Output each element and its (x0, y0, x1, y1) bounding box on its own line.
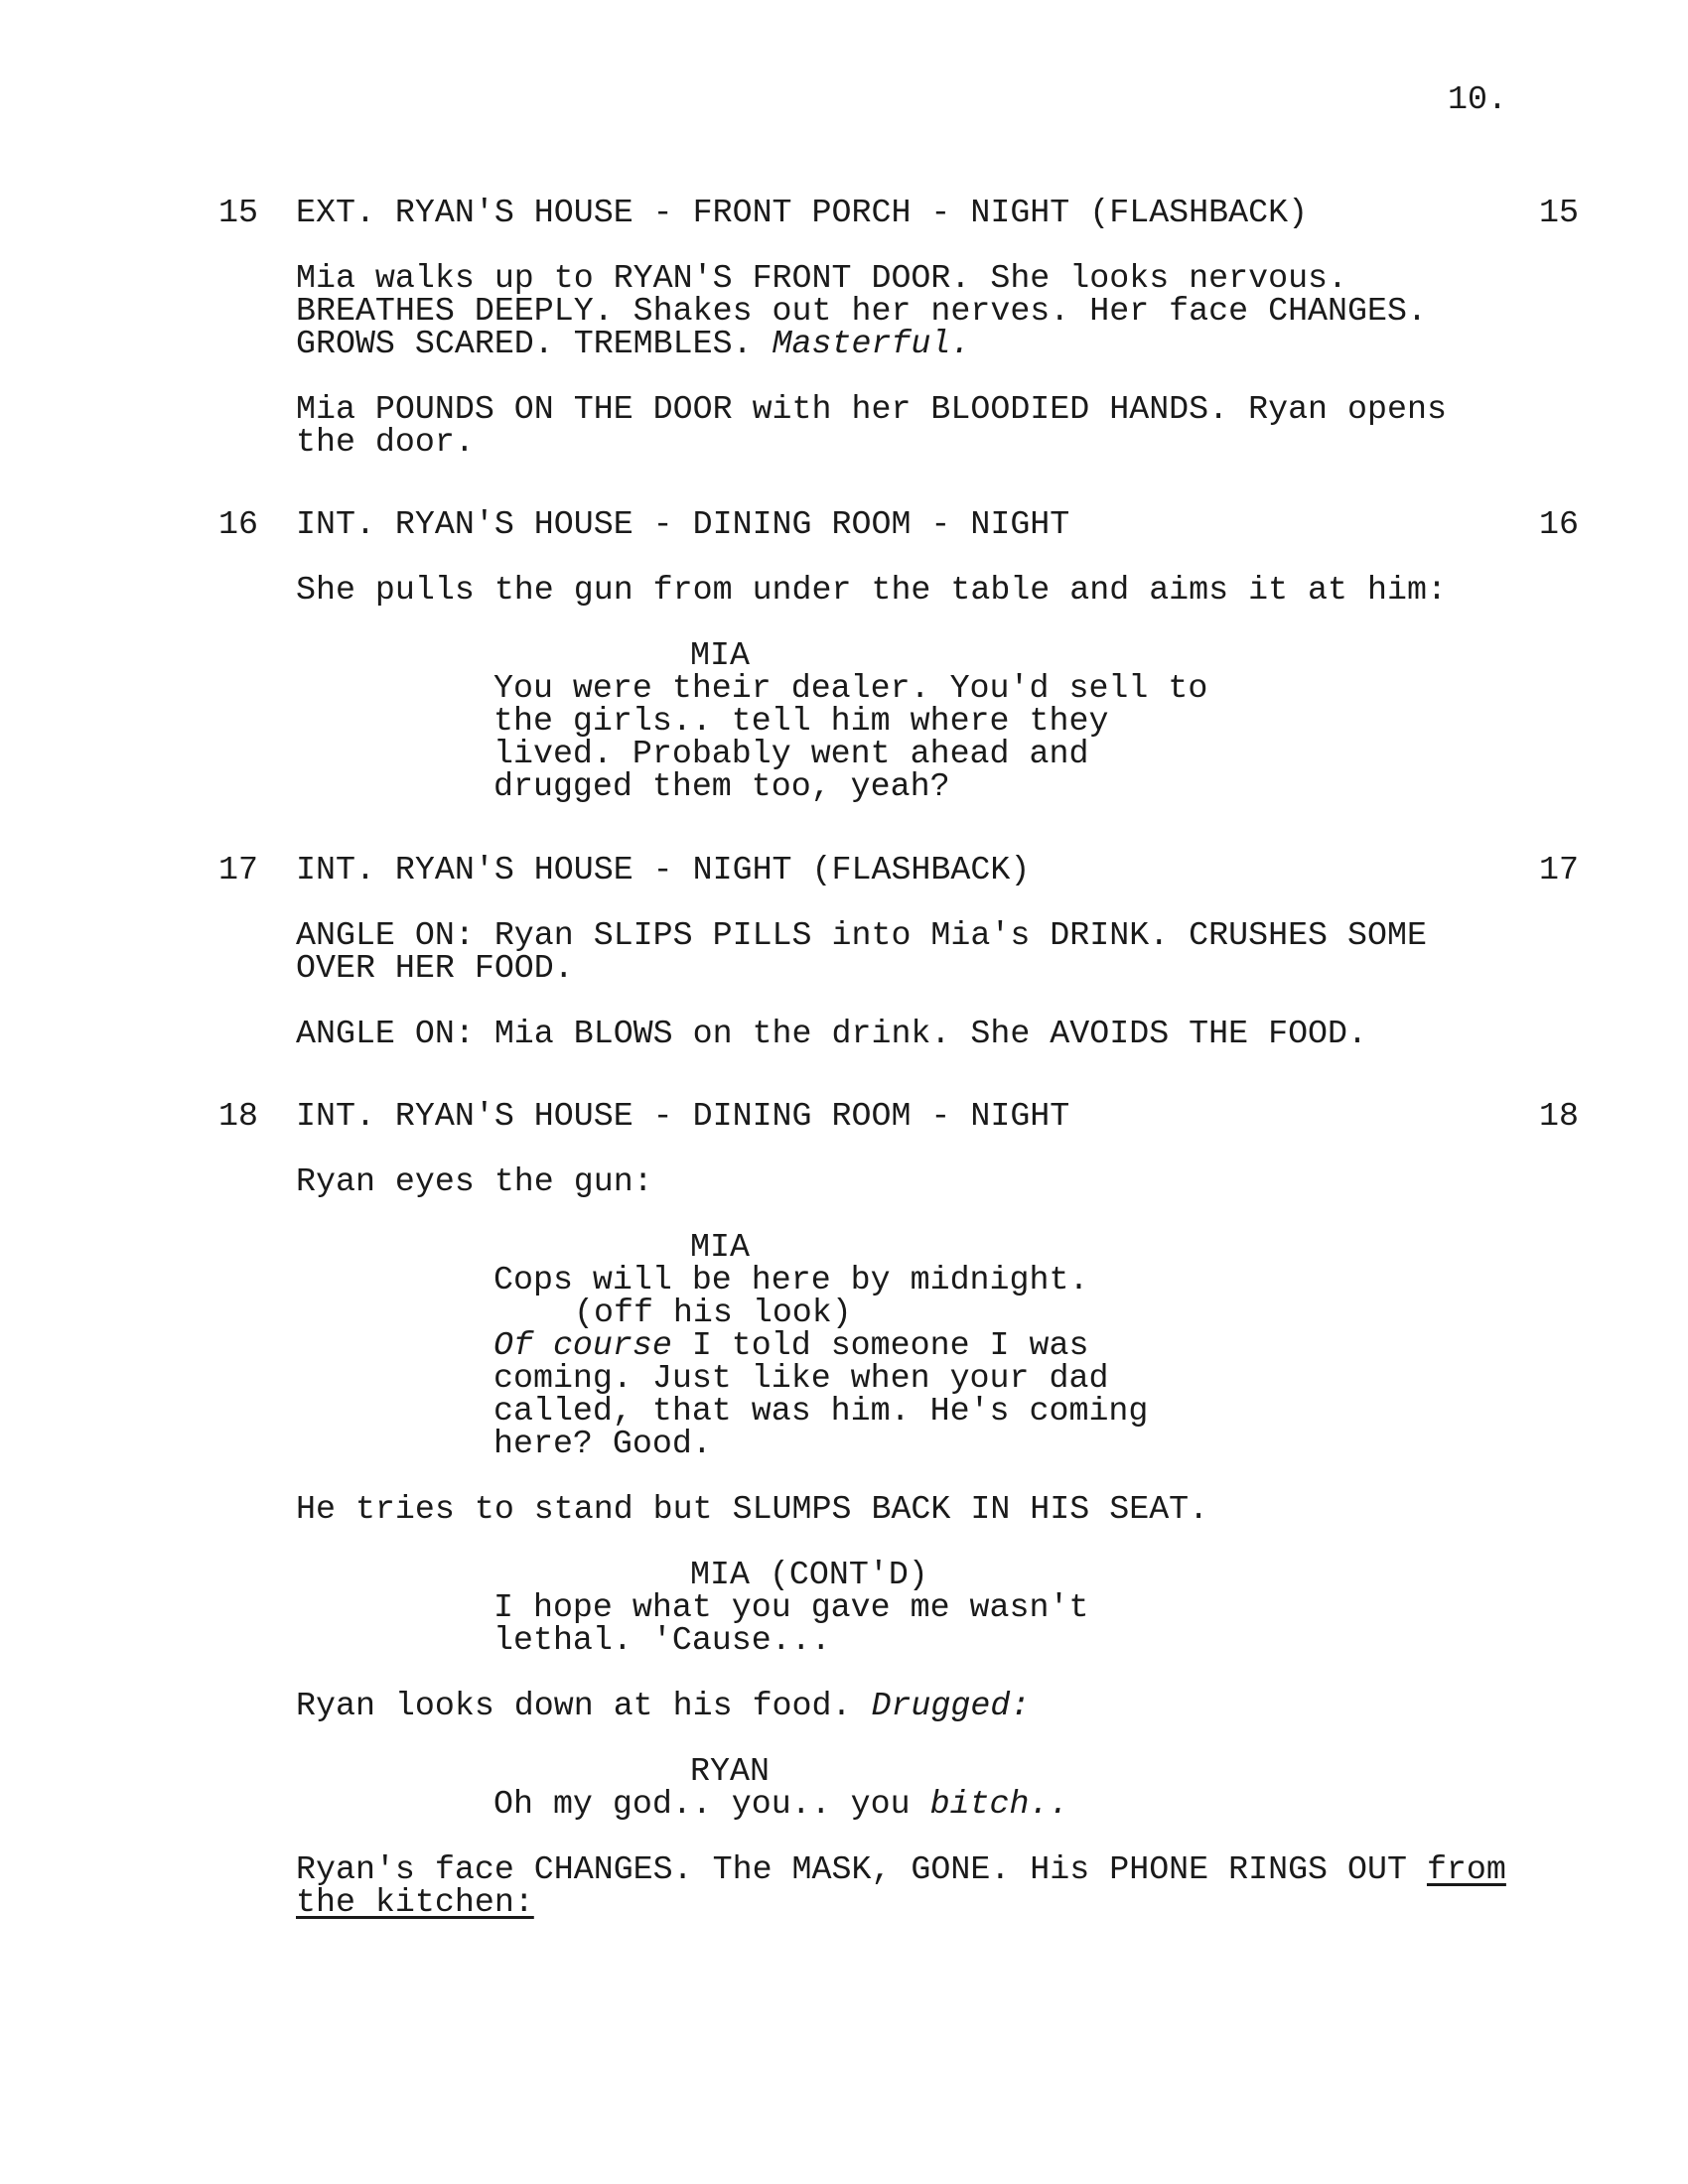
scene-heading: INT. RYAN'S HOUSE - DINING ROOM - NIGHT (296, 1097, 1070, 1135)
scene-number-left: 17 (218, 851, 258, 888)
action-line: Ryan looks down at his food. Drugged: (296, 1687, 1031, 1724)
underlined-text: from (1426, 1850, 1506, 1888)
character-cue: MIA (690, 1228, 750, 1266)
action-line: Ryan's face CHANGES. The MASK, GONE. His PHONE RINGS OUT from (296, 1850, 1506, 1888)
emphasis-text: Drugged: (871, 1687, 1031, 1724)
scene-number-right: 16 (1539, 505, 1579, 543)
emphasis-text: Masterful. (772, 325, 971, 362)
dialogue-line: called, that was him. He's coming (493, 1392, 1149, 1430)
action-line: OVER HER FOOD. (296, 949, 574, 987)
dialogue-line: lethal. 'Cause... (493, 1621, 831, 1659)
scene-number-left: 18 (218, 1097, 258, 1135)
action-line: ANGLE ON: Ryan SLIPS PILLS into Mia's DRINK. CRUSHES SOME (296, 916, 1427, 954)
dialogue-line: Oh my god.. you.. you bitch.. (493, 1785, 1069, 1823)
character-cue: MIA (690, 636, 750, 674)
dialogue-line: drugged them too, yeah? (493, 767, 950, 805)
dialogue-line: lived. Probably went ahead and (493, 735, 1089, 772)
action-line: BREATHES DEEPLY. Shakes out her nerves. Her face CHANGES. (296, 292, 1427, 330)
action-line: Ryan eyes the gun: (296, 1162, 653, 1200)
parenthetical: (off his look) (574, 1294, 852, 1331)
character-cue: MIA (CONT'D) (690, 1556, 928, 1593)
character-cue: RYAN (690, 1752, 770, 1790)
emphasis-text: Of course (493, 1326, 672, 1364)
scene-heading: INT. RYAN'S HOUSE - NIGHT (FLASHBACK) (296, 851, 1031, 888)
action-line: Mia POUNDS ON THE DOOR with her BLOODIED HANDS. Ryan opens (296, 390, 1447, 428)
action-line: ANGLE ON: Mia BLOWS on the drink. She AVOIDS THE FOOD. (296, 1015, 1367, 1052)
scene-heading: EXT. RYAN'S HOUSE - FRONT PORCH - NIGHT (FLASHBACK) (296, 194, 1309, 231)
action-line: GROWS SCARED. TREMBLES. Masterful. (296, 325, 971, 362)
scene-number-right: 15 (1539, 194, 1579, 231)
scene-number-left: 15 (218, 194, 258, 231)
action-line: She pulls the gun from under the table and aims it at him: (296, 571, 1447, 609)
action-line (296, 1883, 534, 1921)
dialogue-line: coming. Just like when your dad (493, 1359, 1109, 1397)
action-line: He tries to stand but SLUMPS BACK IN HIS SEAT. (296, 1490, 1209, 1528)
action-line: the door. (296, 423, 475, 461)
scene-heading: INT. RYAN'S HOUSE - DINING ROOM - NIGHT (296, 505, 1070, 543)
dialogue-line: Of course I told someone I was (493, 1326, 1089, 1364)
page-number: 10. (1448, 80, 1507, 118)
scene-number-right: 18 (1539, 1097, 1579, 1135)
dialogue-line: I hope what you gave me wasn't (493, 1588, 1089, 1626)
dialogue-line: the girls.. tell him where they (493, 702, 1109, 740)
dialogue-line: here? Good. (493, 1425, 712, 1462)
scene-number-right: 17 (1539, 851, 1579, 888)
action-line: Mia walks up to RYAN'S FRONT DOOR. She looks nervous. (296, 259, 1348, 297)
underlined-text: the kitchen: (296, 1883, 534, 1921)
dialogue-line: Cops will be here by midnight. (493, 1261, 1089, 1298)
dialogue-line: You were their dealer. You'd sell to (493, 669, 1208, 707)
scene-number-left: 16 (218, 505, 258, 543)
emphasis-text: bitch.. (929, 1785, 1069, 1823)
